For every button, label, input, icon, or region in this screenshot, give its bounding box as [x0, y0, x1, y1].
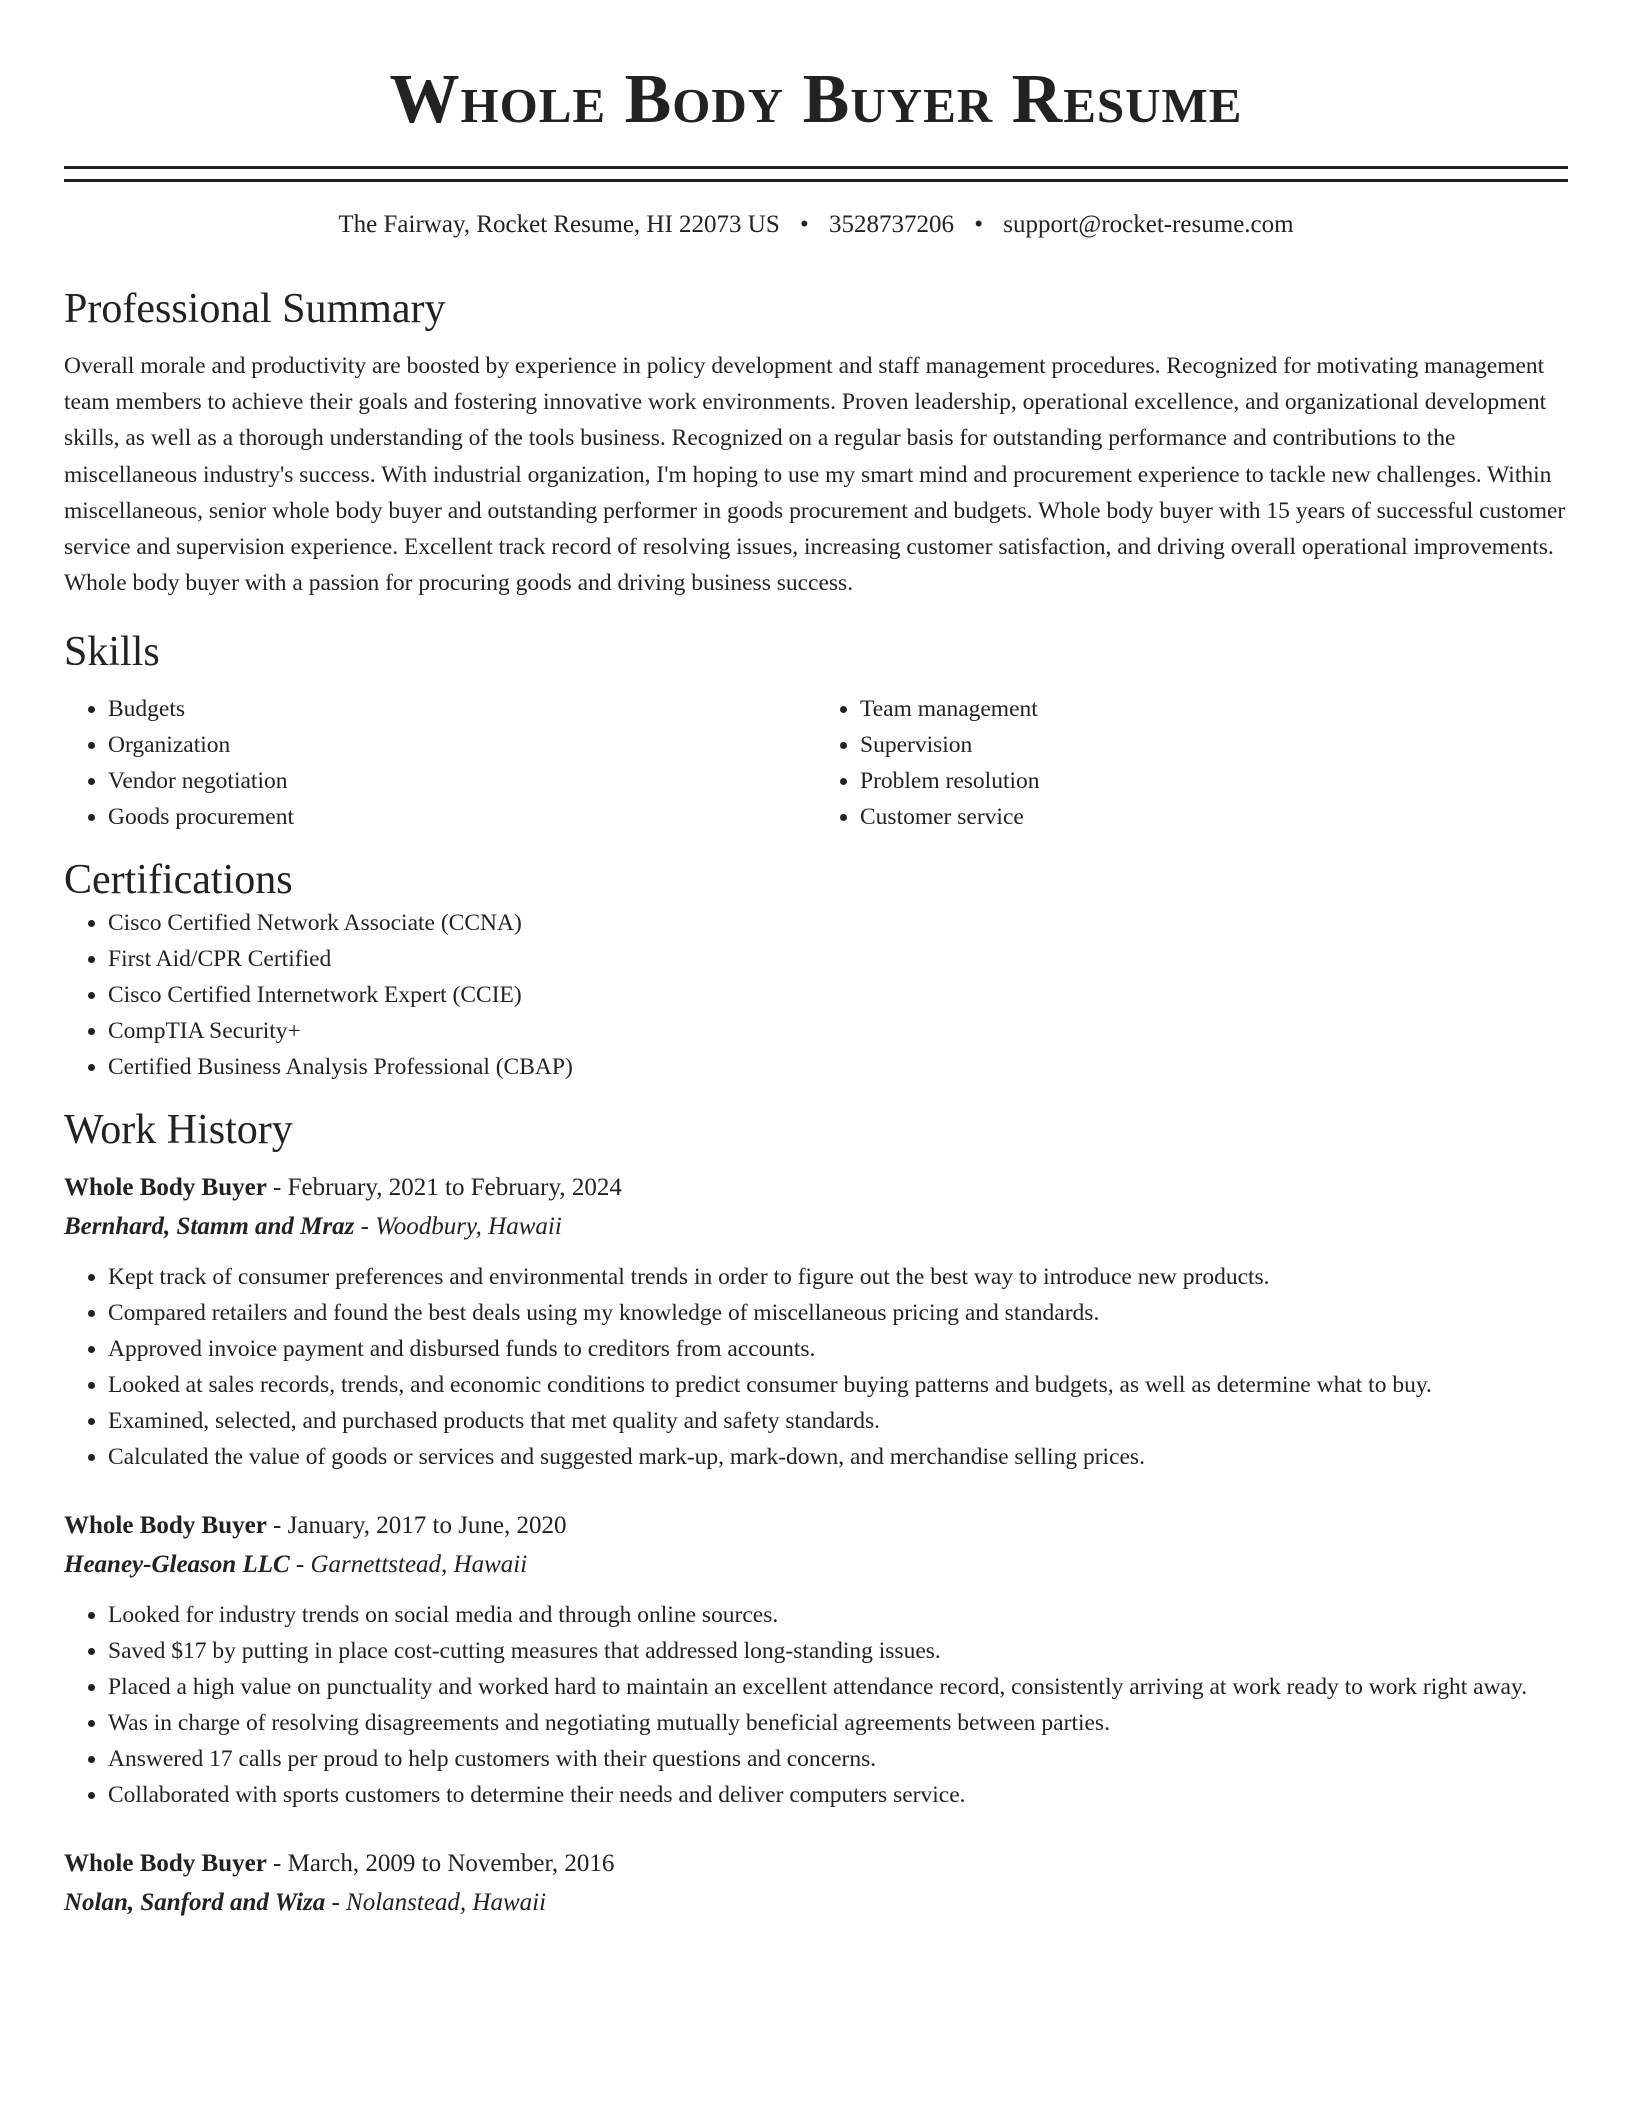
job-location: Woodbury, Hawaii — [375, 1213, 562, 1241]
dash: - — [273, 1850, 282, 1878]
skill-item: • Problem resolution — [860, 763, 1568, 799]
job-duty-item: • Compared retailers and found the best deals using my knowledge of miscellaneous pricing and standards. — [108, 1295, 1568, 1331]
employer-line — [64, 1207, 1568, 1247]
employer-line — [64, 1883, 1568, 1923]
certification-item: • First Aid/CPR Certified — [108, 941, 1568, 977]
summary-heading: Professional Summary — [64, 286, 446, 332]
job-dates: January, 2017 to June, 2020 — [287, 1512, 567, 1540]
dash: - — [295, 1551, 305, 1579]
job-duty-item: • Looked at sales records, trends, and economic conditions to predict consumer buying patterns and budgets, as well as determine what to buy. — [108, 1367, 1568, 1403]
job-entry — [64, 1169, 1568, 1475]
skills-column-left — [64, 691, 816, 835]
dash: - — [360, 1213, 369, 1241]
contact-separator: • — [974, 211, 984, 238]
job-dates: February, 2021 to February, 2024 — [287, 1174, 622, 1202]
job-location: Nolanstead, Hawaii — [346, 1889, 547, 1917]
summary-text: Overall morale and productivity are boosted by experience in policy development and staff management procedures. Recognized for motivating management team members to achieve their goals and fostering innovative work environments. Proven leadership, operational excellence, and organizational development skills, as well as a thorough understanding of the tools business. Recognized on a regular basis for outstanding performance and contributions to the miscellaneous industry's success. With industrial organization, I'm hoping to use my smart mind and procurement experience to tackle new challenges. Within miscellaneous, senior whole body buyer and outstanding performer in goods procurement and budgets. Whole body buyer with 15 years of successful customer service and supervision experience. Excellent track record of resolving issues, increasing customer satisfaction, and driving overall operational improvements. Whole body buyer with a passion for procuring goods and driving business success. — [64, 353, 1566, 597]
job-duties-list — [64, 1259, 1568, 1475]
skill-item: • Team management — [860, 691, 1568, 727]
employer-line — [64, 1545, 1568, 1585]
contact-phone: 3528737206 — [829, 211, 955, 238]
job-header — [64, 1507, 1568, 1545]
job-duty-item: • Calculated the value of goods or services and suggested mark-up, mark-down, and merchandise selling prices. — [108, 1439, 1568, 1475]
skill-item: • Budgets — [108, 691, 816, 727]
skills-column-right — [816, 691, 1568, 835]
skill-item: • Vendor negotiation — [108, 763, 816, 799]
job-title: Whole Body Buyer — [64, 1174, 267, 1202]
page-title: Whole Body Buyer Resume — [389, 61, 1243, 138]
certification-item: • Cisco Certified Network Associate (CCNA) — [108, 905, 1568, 941]
certification-item: • CompTIA Security+ — [108, 1013, 1568, 1049]
job-location: Garnettstead, Hawaii — [310, 1551, 528, 1579]
job-header — [64, 1845, 1568, 1883]
dash: - — [331, 1889, 340, 1917]
job-entry — [64, 1507, 1568, 1813]
employer-name: Nolan, Sanford and Wiza — [64, 1889, 326, 1917]
job-duty-item: • Examined, selected, and purchased products that met quality and safety standards. — [108, 1403, 1568, 1439]
job-duty-item: • Was in charge of resolving disagreements and negotiating mutually beneficial agreements between parties. — [108, 1705, 1568, 1741]
job-duty-item: • Placed a high value on punctuality and worked hard to maintain an excellent attendance record, consistently arriving at work ready to work right away. — [108, 1669, 1568, 1705]
job-duty-item: • Kept track of consumer preferences and environmental trends in order to figure out the best way to introduce new products. — [108, 1259, 1568, 1295]
job-entry — [64, 1845, 1568, 1923]
job-title: Whole Body Buyer — [64, 1512, 267, 1540]
title-divider — [64, 166, 1568, 182]
skills-heading: Skills — [64, 629, 160, 676]
work-history-heading: Work History — [64, 1107, 293, 1154]
employer-name: Bernhard, Stamm and Mraz — [64, 1213, 355, 1241]
dash: - — [273, 1512, 282, 1540]
job-title: Whole Body Buyer — [64, 1850, 267, 1878]
job-duties-list — [64, 1597, 1568, 1813]
skill-item: • Customer service — [860, 799, 1568, 835]
skill-item: • Goods procurement — [108, 799, 816, 835]
job-duty-item: • Approved invoice payment and disbursed funds to creditors from accounts. — [108, 1331, 1568, 1367]
skill-item: • Supervision — [860, 727, 1568, 763]
job-duty-item: • Saved $17 by putting in place cost-cutting measures that addressed long-standing issues. — [108, 1633, 1568, 1669]
certification-item: • Cisco Certified Internetwork Expert (CCIE) — [108, 977, 1568, 1013]
contact-separator: • — [800, 211, 809, 238]
certification-item: • Certified Business Analysis Professional (CBAP) — [108, 1049, 1568, 1085]
certifications-list — [64, 905, 1568, 1085]
job-duty-item: • Collaborated with sports customers to determine their needs and deliver computers service. — [108, 1777, 1568, 1813]
dash: - — [273, 1174, 282, 1202]
employer-name: Heaney-Gleason LLC — [64, 1551, 290, 1579]
certifications-heading: Certifications — [64, 857, 293, 904]
contact-email: support@rocket-resume.com — [1003, 211, 1294, 238]
contact-line — [64, 208, 1568, 242]
job-dates: March, 2009 to November, 2016 — [287, 1850, 615, 1878]
skill-item: • Organization — [108, 727, 816, 763]
job-duty-item: • Looked for industry trends on social media and through online sources. — [108, 1597, 1568, 1633]
job-duty-item: • Answered 17 calls per proud to help customers with their questions and concerns. — [108, 1741, 1568, 1777]
skills-grid — [64, 691, 1568, 835]
contact-address: The Fairway, Rocket Resume, HI 22073 US — [338, 211, 780, 238]
job-header — [64, 1169, 1568, 1207]
